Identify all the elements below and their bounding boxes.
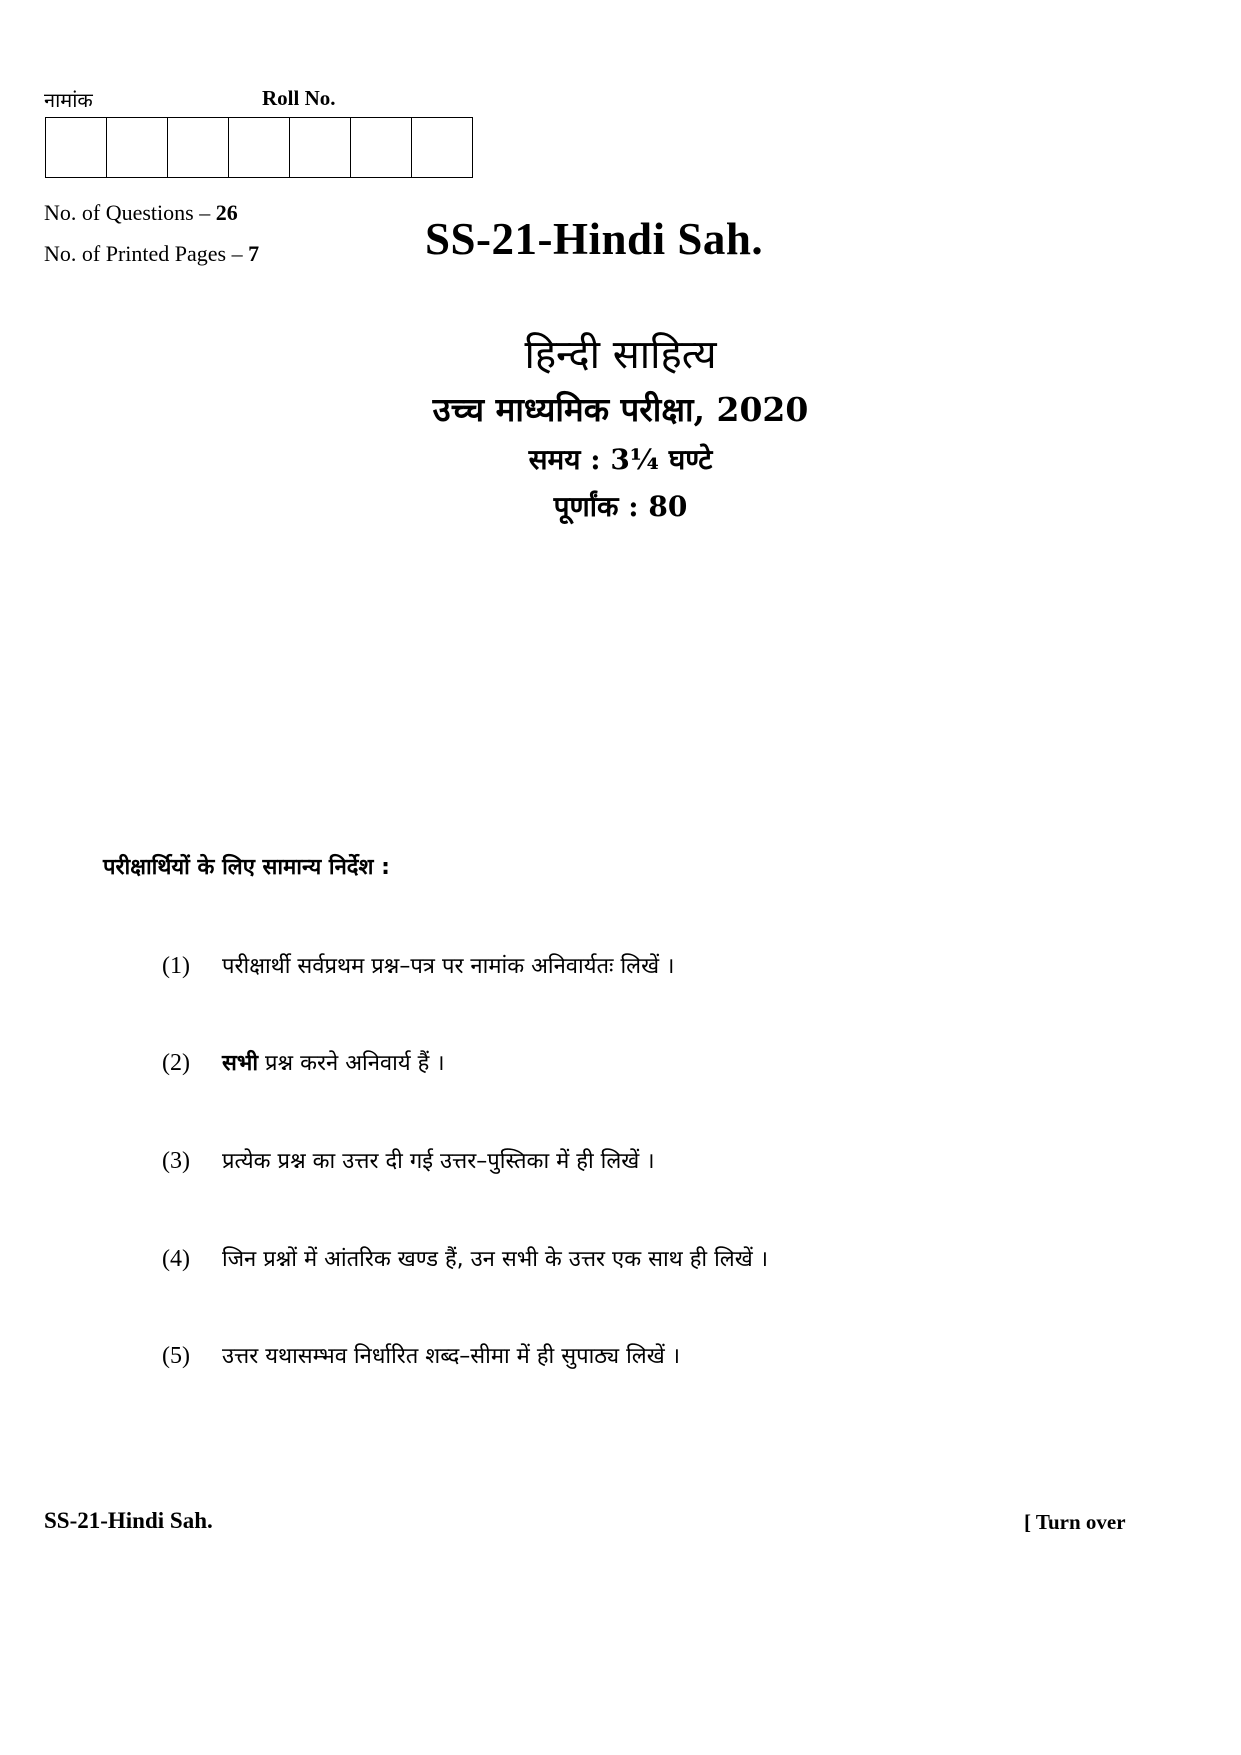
roll-digit-box <box>46 118 107 177</box>
instruction-item <box>162 950 674 980</box>
instruction-number: (1) <box>162 953 190 979</box>
time-allowed: समय : 3¼ घण्टे <box>528 443 713 476</box>
max-marks: पूर्णांक : 80 <box>553 490 688 523</box>
instructions-heading: परीक्षार्थियों के लिए सामान्य निर्देश : <box>103 855 390 880</box>
namank-label: नामांक <box>44 88 93 112</box>
roll-digit-box <box>290 118 351 177</box>
exam-title: उच्च माध्यमिक परीक्षा, 2020 <box>432 390 809 429</box>
instruction-number: (4) <box>162 1246 190 1272</box>
roll-digit-box <box>107 118 168 177</box>
instruction-text: उत्तर यथासम्भव निर्धारित शब्द–सीमा में ही सुपाठ्य लिखें । <box>222 1344 681 1369</box>
instruction-text-rest: प्रश्न करने अनिवार्य हैं । <box>258 1051 445 1076</box>
instruction-number: (2) <box>162 1050 190 1076</box>
questions-count <box>44 200 238 226</box>
instruction-text: जिन प्रश्नों में आंतरिक खण्ड हैं, उन सभी के उत्तर एक साथ ही लिखें । <box>222 1247 769 1272</box>
printed-pages-count <box>44 241 259 267</box>
footer-paper-code: SS-21-Hindi Sah. <box>44 1508 213 1533</box>
subject-title: हिन्दी साहित्य <box>524 332 717 378</box>
roll-digit-box <box>229 118 290 177</box>
turn-over-note: [ Turn over <box>1024 1510 1126 1534</box>
roll-digit-box <box>412 118 472 177</box>
instruction-emphasis: सभी <box>222 1051 259 1076</box>
instruction-text: प्रत्येक प्रश्न का उत्तर दी गई उत्तर–पुस्तिका में ही लिखें । <box>222 1149 655 1174</box>
questions-value: 26 <box>215 200 238 225</box>
pages-label: No. of Printed Pages – <box>44 241 249 266</box>
instruction-number: (5) <box>162 1343 190 1369</box>
paper-code: SS-21-Hindi Sah. <box>425 214 764 264</box>
instruction-text: परीक्षार्थी सर्वप्रथम प्रश्न–पत्र पर नामांक अनिवार्यतः लिखें । <box>222 954 675 979</box>
roll-no-label: Roll No. <box>262 86 336 110</box>
instruction-number: (3) <box>162 1148 190 1174</box>
instruction-item <box>162 1243 768 1273</box>
instruction-item <box>162 1340 680 1370</box>
questions-label: No. of Questions – <box>44 200 216 225</box>
instruction-item <box>162 1145 655 1175</box>
instruction-item <box>162 1047 445 1077</box>
instruction-text <box>222 1047 445 1077</box>
roll-number-boxes <box>45 117 473 178</box>
roll-digit-box <box>168 118 229 177</box>
pages-value: 7 <box>248 241 260 266</box>
roll-digit-box <box>351 118 412 177</box>
